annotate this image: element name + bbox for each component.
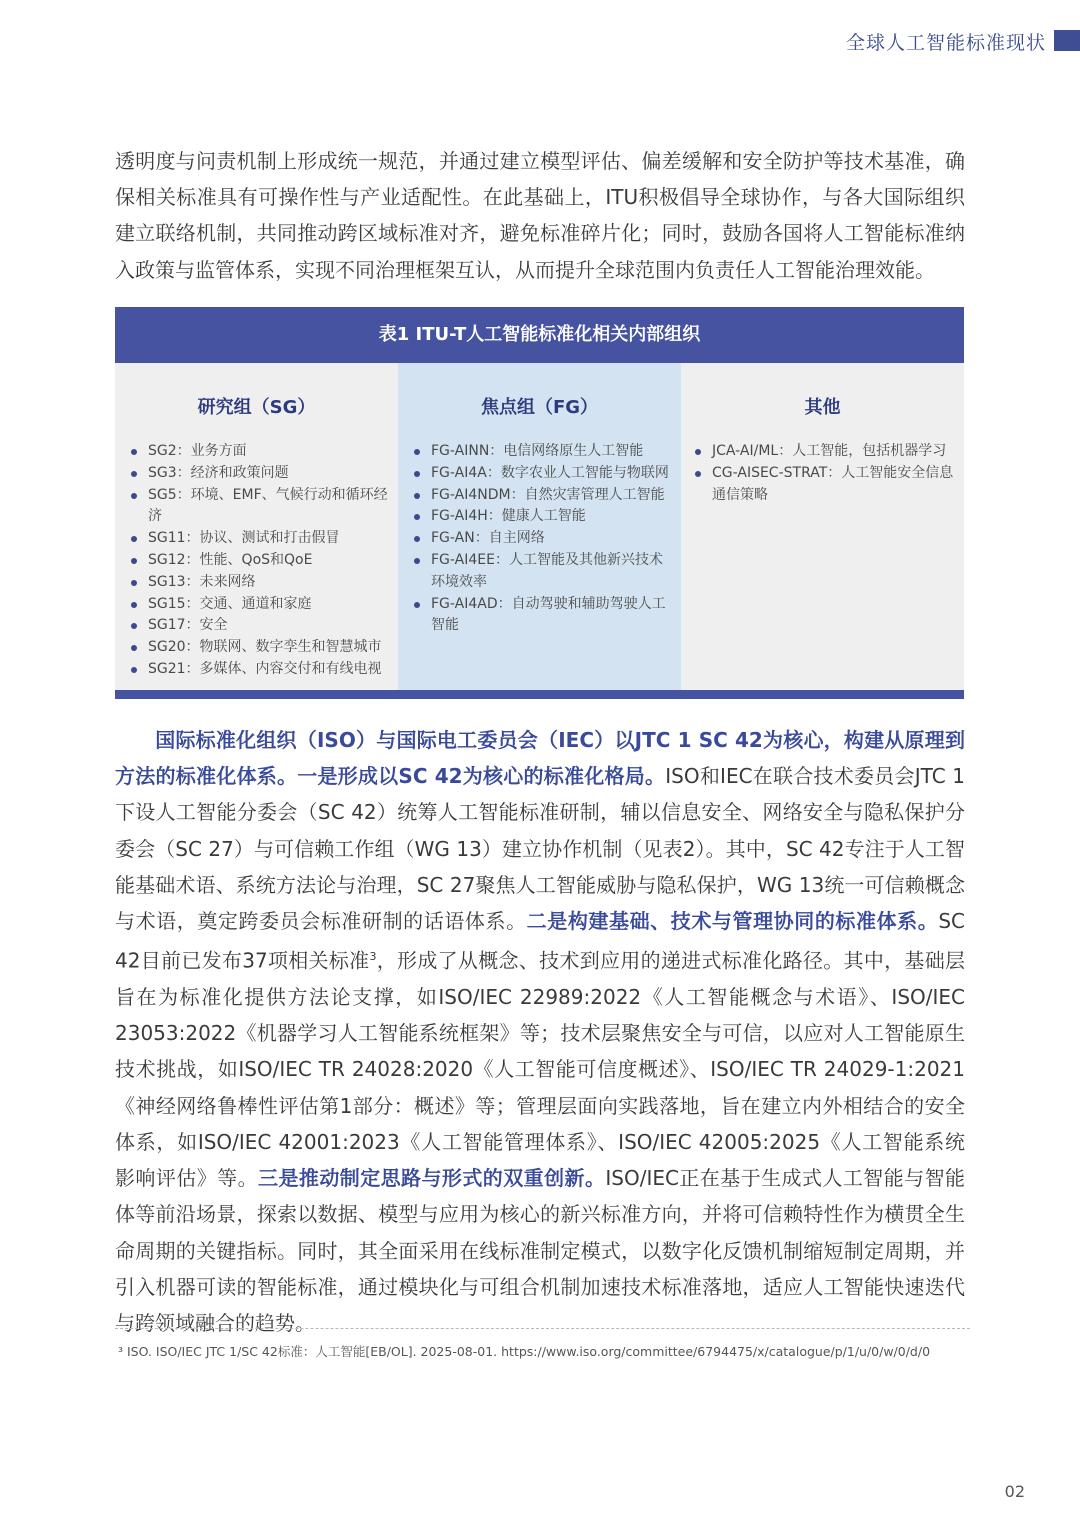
list-item: SG15：交通、通道和家庭 bbox=[129, 594, 390, 616]
list-item: SG13：未来网络 bbox=[129, 572, 390, 594]
list-item: SG11：协议、测试和打击假冒 bbox=[129, 528, 390, 550]
footnote-divider bbox=[115, 1328, 970, 1329]
column-study-groups bbox=[115, 363, 398, 690]
focus-group-list bbox=[412, 441, 673, 637]
list-item: JCA-AI/ML：人工智能，包括机器学习 bbox=[693, 441, 954, 463]
table-caption: 表1 ITU-T人工智能标准化相关内部组织 bbox=[115, 307, 964, 363]
list-item: FG-AI4AD：自动驾驶和辅助驾驶人工智能 bbox=[412, 594, 673, 638]
body-text: SC 42目前已发布37项相关标准 bbox=[115, 909, 966, 973]
column-heading: 研究组（SG） bbox=[197, 397, 316, 418]
other-list bbox=[693, 441, 954, 506]
paragraph-itu: 透明度与问责机制上形成统一规范，并通过建立模型评估、偏差缓解和安全防护等技术基准，确保相关标准具有可操作性与产业适配性。在此基础上，ITU积极倡导全球协作，与各大国际组织建立联络机制，共同推动跨区域标准对齐，避免标准碎片化；同时，鼓励各国将人工智能标准纳入政策与监管体系，实现不同治理框架互认，从而提升全球范围内负责任人工智能治理效能。 bbox=[115, 149, 965, 282]
list-item: SG20：物联网、数字孪生和智慧城市 bbox=[129, 637, 390, 659]
list-item: SG5：环境、EMF、气候行动和循环经济 bbox=[129, 485, 390, 529]
list-item: SG17：安全 bbox=[129, 615, 390, 637]
table-columns bbox=[115, 363, 964, 690]
list-item: FG-AI4H：健康人工智能 bbox=[412, 506, 673, 528]
list-item: FG-AN：自主网络 bbox=[412, 528, 673, 550]
body-text: ISO和IEC在联合技术委员会JTC 1下设人工智能分委会（SC 42）统筹人工智能标准研制，辅以信息安全、网络安全与隐私保护分委会（SC 27）与可信赖工作组（WG 13）建立协作机制（见表2）。其中，SC 42专注于人工智能基础术语、系统方法论与治理，SC 27聚焦人工智能威胁与隐私保护，WG 13统一可信赖概念与术语，奠定跨委员会标准研制的话语体系。 bbox=[115, 764, 965, 934]
study-group-list bbox=[129, 441, 390, 681]
column-heading: 焦点组（FG） bbox=[480, 397, 599, 418]
list-item: SG12：性能、QoS和QoE bbox=[129, 550, 390, 572]
itu-organization-table bbox=[115, 307, 964, 699]
body-text: ，形成了从概念、技术到应用的递进式标准化路径。其中，基础层旨在为标准化提供方法论支撑，如ISO/IEC 22989:2022《人工智能概念与术语》、ISO/IEC 23053:2022《机器学习人工智能系统框架》等；技术层聚焦安全与可信，以应对人工智能原生技术挑战，如ISO/IEC TR 24028:2020《人工智能可信度概述》、ISO/IEC TR 24029-1:2021《神经网络鲁棒性评估第1部分：概述》等；管理层面向实践落地，旨在建立内外相结合的安全体系，如ISO/IEC 42001:2023《人工智能管理体系》、ISO/IEC 42005:2025《人工智能系统影响评估》等。 bbox=[115, 948, 966, 1191]
bold-lead-3: 三是推动制定思路与形式的双重创新。 bbox=[258, 1166, 606, 1191]
footnote: ³ ISO. ISO/IEC JTC 1/SC 42标准：人工智能[EB/OL]. 2025-08-01. https://www.iso.org/committee/6794475/x/catalogue/p/1/u/0/w/0/d/0 bbox=[118, 1344, 931, 1359]
list-item: FG-AI4EE：人工智能及其他新兴技术环境效率 bbox=[412, 550, 673, 594]
paragraph-iso-iec bbox=[115, 722, 965, 1341]
column-focus-groups bbox=[398, 363, 681, 690]
list-item: FG-AI4NDM：自然灾害管理人工智能 bbox=[412, 485, 673, 507]
column-other bbox=[681, 363, 964, 690]
bold-lead-1: 国际标准化组织（ISO）与国际电工委员会（IEC）以JTC 1 SC 42为核心，构建从原理到方法的标准化体系。一是形成以SC 42为核心的标准化格局。 bbox=[115, 728, 965, 789]
header-accent-bar bbox=[1054, 30, 1080, 51]
list-item: SG3：经济和政策问题 bbox=[129, 463, 390, 485]
footnote-ref: 3 bbox=[369, 950, 377, 964]
table-footer-bar bbox=[115, 690, 964, 699]
list-item: SG21：多媒体、内容交付和有线电视 bbox=[129, 659, 390, 681]
page-number: 02 bbox=[1004, 1482, 1025, 1501]
list-item: CG-AISEC-STRAT：人工智能安全信息通信策略 bbox=[693, 463, 954, 507]
list-item: SG2：业务方面 bbox=[129, 441, 390, 463]
column-heading: 其他 bbox=[804, 397, 841, 418]
body-text: ISO/IEC正在基于生成式人工智能与智能体等前沿场景，探索以数据、模型与应用为核心的新兴标准方向，并将可信赖特性作为横贯全生命周期的关键指标。同时，其全面采用在线标准制定模式，以数字化反馈机制缩短制定周期，并引入机器可读的智能标准，通过模块化与可组合机制加速技术标准落地，适应人工智能快速迭代与跨领域融合的趋势。 bbox=[115, 1166, 966, 1335]
list-item: FG-AI4A：数字农业人工智能与物联网 bbox=[412, 463, 673, 485]
list-item: FG-AINN：电信网络原生人工智能 bbox=[412, 441, 673, 463]
bold-lead-2: 二是构建基础、技术与管理协同的标准体系。 bbox=[526, 909, 939, 934]
running-header: 全球人工智能标准现状 bbox=[845, 32, 1046, 54]
